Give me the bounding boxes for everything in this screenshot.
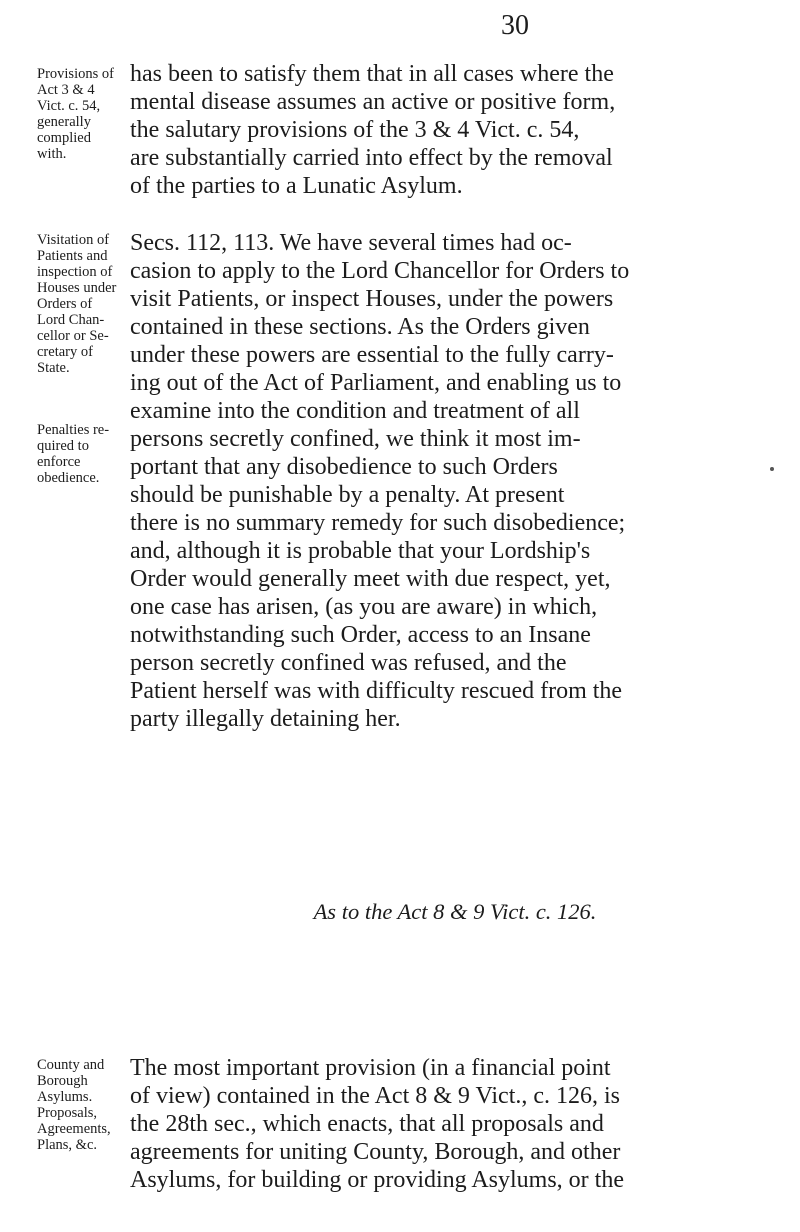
- marginal-note-line: Provisions of: [37, 66, 114, 82]
- marginal-note-line: Orders of: [37, 296, 93, 312]
- text-line: casion to apply to the Lord Chancellor for Orders to: [130, 258, 630, 284]
- marginal-note-line: complied: [37, 130, 91, 146]
- marginal-note-line: Plans, &c.: [37, 1137, 98, 1153]
- text-line: Patient herself was with difficulty rescued from the: [130, 678, 623, 704]
- text-line: of view) contained in the Act 8 & 9 Vict., c. 126, is: [130, 1083, 621, 1109]
- text-line: agreements for uniting County, Borough, and other: [130, 1139, 621, 1165]
- marginal-note-line: obedience.: [37, 470, 100, 486]
- text-line: of the parties to a Lunatic Asylum.: [130, 173, 463, 199]
- marginal-note-line: cretary of: [37, 344, 93, 360]
- text-line: examine into the condition and treatment of all: [130, 398, 580, 424]
- text-line: under these powers are essential to the fully carry-: [130, 342, 614, 368]
- marginal-note-provisions: [37, 66, 117, 162]
- marginal-note-line: quired to: [37, 438, 89, 454]
- marginal-note-line: State.: [37, 360, 70, 376]
- marginal-note-line: Patients and: [37, 248, 108, 264]
- text-line: the salutary provisions of the 3 & 4 Vict. c. 54,: [130, 117, 580, 143]
- text-line: mental disease assumes an active or positive form,: [130, 89, 616, 115]
- text-line: person secretly confined was refused, and the: [130, 650, 567, 676]
- text-line: portant that any disobedience to such Orders: [130, 454, 558, 480]
- ink-speck: [770, 467, 774, 471]
- text-line: are substantially carried into effect by the removal: [130, 145, 613, 171]
- text-line: contained in these sections. As the Orders given: [130, 314, 590, 340]
- text-line: party illegally detaining her.: [130, 706, 401, 732]
- marginal-note-line: Asylums.: [37, 1089, 93, 1105]
- marginal-note-line: Visitation of: [37, 232, 110, 248]
- text-line: Order would generally meet with due respect, yet,: [130, 566, 611, 592]
- text-line: has been to satisfy them that in all cases where the: [130, 61, 614, 87]
- page-number: 30: [501, 10, 529, 41]
- text-line: one case has arisen, (as you are aware) in which,: [130, 594, 598, 620]
- marginal-note-line: generally: [37, 114, 91, 130]
- text-line: should be punishable by a penalty. At present: [130, 482, 565, 508]
- marginal-note-line: with.: [37, 146, 67, 162]
- paragraph-county: [130, 1054, 780, 1194]
- marginal-note-line: Borough: [37, 1073, 88, 1089]
- section-heading: As to the Act 8 & 9 Vict. c. 126.: [313, 899, 597, 924]
- paragraph-provisions: [130, 60, 780, 200]
- marginal-note-penalties: [37, 422, 117, 486]
- marginal-note-line: Agreements,: [37, 1121, 111, 1137]
- marginal-note-line: County and: [37, 1057, 105, 1073]
- marginal-note-line: enforce: [37, 454, 81, 470]
- marginal-note-line: Proposals,: [37, 1105, 98, 1121]
- text-line: Asylums, for building or providing Asylums, or the: [130, 1167, 624, 1193]
- text-line: there is no summary remedy for such disobedience;: [130, 510, 626, 536]
- marginal-note-visitation: [37, 232, 117, 376]
- marginal-note-line: Lord Chan-: [37, 312, 105, 328]
- text-line: notwithstanding such Order, access to an Insane: [130, 622, 591, 648]
- text-line: visit Patients, or inspect Houses, under the powers: [130, 286, 614, 312]
- paragraph-visitation: [130, 229, 780, 733]
- marginal-note-line: Houses under: [37, 280, 117, 296]
- marginal-note-line: Act 3 & 4: [37, 82, 95, 98]
- marginal-note-line: Vict. c. 54,: [37, 98, 101, 114]
- text-line: The most important provision (in a financial point: [130, 1055, 611, 1081]
- text-line: and, although it is probable that your Lordship's: [130, 538, 591, 564]
- marginal-note-line: inspection of: [37, 264, 113, 280]
- marginal-note-line: cellor or Se-: [37, 328, 109, 344]
- marginal-note-line: Penalties re-: [37, 422, 110, 438]
- marginal-note-county: [37, 1057, 117, 1153]
- text-line: persons secretly confined, we think it most im-: [130, 426, 581, 452]
- text-line: Secs. 112, 113. We have several times had oc-: [130, 230, 572, 256]
- text-line: the 28th sec., which enacts, that all proposals and: [130, 1111, 604, 1137]
- text-line: ing out of the Act of Parliament, and enabling us to: [130, 370, 622, 396]
